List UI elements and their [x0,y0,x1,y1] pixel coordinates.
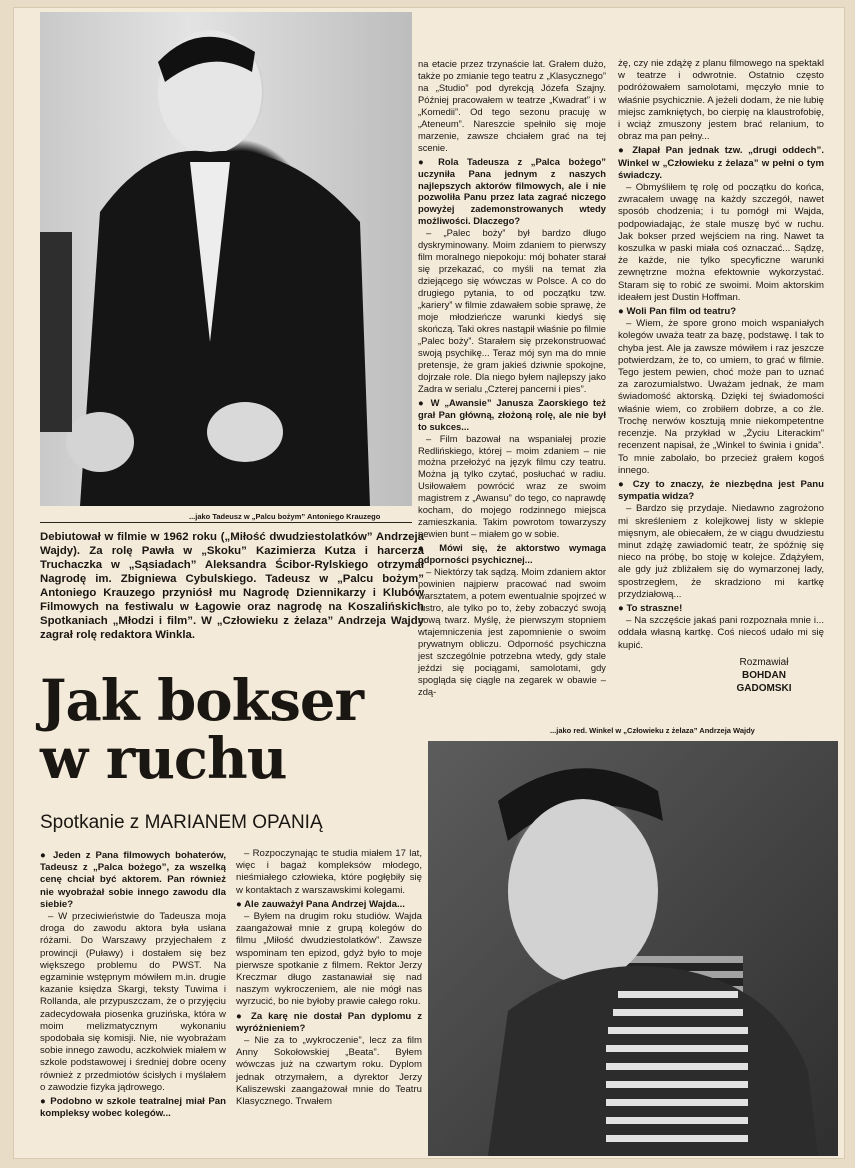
question: ● Złapał Pan jednak tzw. „drugi oddech”. Winkel w „Człowieku z żelaza” w pełni o tym świadczy. [618,145,824,182]
answer: – Nie za to „wykroczenie”, lecz za film Anny Sokołowskiej „Beata”. Byłem wówczas już na czwartym roku. Dyplom jednak otrzymałem, a dyrektor Jerzy Kaliszewski zaangażował mnie do Teatru Klasycznego. Trwałem [236,1035,422,1108]
text-column-c [418,58,606,698]
answer: – Wiem, że spore grono moich wspaniałych kolegów uważa teatr za bazę, podstawę. I tak to chyba jest. Ale ja zawsze mówiłem i raz jeszcze potwierdzam, że to, co umiem, to grać w filmie. Tego jestem pewien, choć może pan to uznać za zarozumialstwo. Uważam jednak, że mam świadomość aktorską. Dzięki tej świadomości właśnie wiem, co zrobiłem dobrze, a co źle. Trochę nerwów kosztują mnie niekompetentne recenzje. Na przykład w „Życiu Literackim” recenzent napisał, że „Winkel to świnia i gnida”. To mnie zabolało, bo przecież grałem kogoś innego. [618,318,824,476]
question: ● W „Awansie” Janusza Zaorskiego też grał Pan główną, złożoną rolę, ale nie był to sukces... [418,397,606,433]
text-column-d [618,58,824,652]
headline-line-1: Jak bokser [40,668,364,734]
question: ● To straszne! [618,603,824,615]
question: ● Jeden z Pana filmowych bohaterów, Tadeusz z „Palca bożego”, za wszelką cenę chciał być aktorem. Pan również nie wyobrażał sobie innego zawodu dla siebie? [40,850,226,911]
photo-opania-czlowiek-z-zelaza [428,741,838,1156]
question: ● Woli Pan film od teatru? [618,306,824,318]
article-headline [40,668,420,792]
question: ● Czy to znaczy, że niezbędna jest Panu sympatia widza? [618,479,824,503]
signature-line-1: Rozmawiał [739,657,789,668]
answer: – Film bazował na wspaniałej prozie Redlińskiego, której – moim zdaniem – nie można przełożyć na język filmu czy teatru. Można ją tylko czytać, posłuchać w radiu. Usiłowałem powrócić wraz ze swoim magistrem z „Awansu” do tego, co naprawdę kocham, do mojego rodzinnego miejsca zamieszkania. Takim powrotom towarzyszy pewien bunt – miałem go w sobie. [418,432,606,540]
answer-continued: żę, czy nie zdążę z planu filmowego na spektakl w teatrze i odwrotnie. Ostatnio często podróżowałem samolotami, męczyło mnie to właśnie psychicznie. A jeżeli dodam, że nie lubię miejsc zamkniętych, bo cierpię na klaustrofobię, i wciąż zmuszony jestem brać relanium, to obraz ma pan pełny... [618,58,824,143]
answer: – W przeciwieństwie do Tadeusza moja droga do zawodu aktora była usłana różami. Do Warszawy przyjechałem z prowincji (Puławy) i dostałem się bez większego problemu do PWST. Na egzaminie wstępnym mówiłem m.in. drugie kazanie księdza Skargi, teksty Tuwima i Rollanda, ale przypuszczam, że o przyjęciu zadecydowała piosenka gruzińska, która w moim melizmatycznym wykonaniu spodobała się komisji. Nie, nie wyobrażam sobie innego zawodu, aczkolwiek miałem w szkole podstawowej i średniej dobre oceny również z przedmiotów ścisłych i myślałem o zawodzie fizyka jądrowego. [40,911,226,1093]
signature-line-3: GADOMSKI [736,683,792,694]
question: ● Rola Tadeusza z „Palca bożego” uczyniła Pana jednym z naszych najlepszych aktorów filmowych, ale i nie pozwoliła Panu przez lata zagrać niczego powyżej zademonstrowanych wtedy możliwości. Dlaczego? [418,156,606,228]
photo1-caption: ...jako Tadeusz w „Palcu bożym” Antoniego Krauzego [189,512,381,521]
question: ● Mówi się, że aktorstwo wymaga odporności psychicznej... [418,542,606,566]
headline-line-2: w ruchu [40,726,287,792]
signature-line-2: BOHDAN [742,670,786,681]
question: ● Podobno w szkole teatralnej miał Pan kompleksy wobec kolegów... [40,1096,226,1120]
answer: – Bardzo się przydaje. Niedawno zagrożono mi skreśleniem z kolejkowej listy w sklepie mięsnym, ale obiecałem, że w ciągu dwudziestu minut zdążę zawiadomić teatr, że spóźnię się nieco na próbę, bo stoję w kolejce. Zdążyłem, ale gdy już zbliżałem się do wymarzonej lady, spostrzegłem, że skradziono mi kartkę przydziałową... [618,503,824,600]
article-lead: Debiutował w filmie w 1962 roku („Miłość dwudziestolatków” Andrzeja Wajdy). Za rolę Pawła w „Skoku” Kazimierza Kutza i harcerza Truchaczka w „Sąsiadach” Aleksandra Ścibor-Rylskiego otrzymał Nagrodę im. Zbigniewa Cybulskiego. Tadeusz w „Palcu bożym” Antoniego Krauzego przyniósł mu Nagrodę Dziennikarzy i Klubów Filmowych na festiwalu w Łagowie oraz nagrodę na Koszalińskich Spotkaniach „Młodzi i film”. W „Człowieku z żelaza” Andrzeja Wajdy zagrał rolę redaktora Winkla. [40,531,424,641]
answer: – Na szczęście jakaś pani rozpoznała mnie i... oddała własną kartkę. Coś niecoś udało mi się kupić. [618,615,824,651]
answer: – „Palec boży” był bardzo długo dyskryminowany. Moim zdaniem to pierwszy film moralnego niepokoju: mój bohater starał się przekazać, co myśli na temat zła dziejącego się wówczas w Polsce. A co do drugiego pytania, to od początku tzw. „kariery” w filmie zdawałem sobie sprawę, że moje młodzieńcze warunki kiedyś się skończą. Taki okres nastąpił właśnie po filmie „Palec boży”. Starałem się przekonstruować swoją psychikę... Teraz mój syn ma do mnie pretensje, że gram jakieś dziwnie spokojne, dojrzałe role. Dla niego byłem najlepszy jako Zadra w serialu „Czterej pancerni i pies”. [418,227,606,394]
text-column-b [236,848,422,1108]
answer: – Byłem na drugim roku studiów. Wajda zaangażował mnie z grupą kolegów do filmu „Miłość dwudziestolatków”. Zawsze wspominam ten epizod, gdyż było to moje pierwsze spotkanie z filmem. Rektor Jerzy Kreczmar długo zastanawiał się nad naszym wykroczeniem, ale nie mógł nas wyrzucić, bo nie byłoby prawie całego roku. [236,911,422,1008]
photo2-figure [428,741,838,1156]
answer: – Obmyśliłem tę rolę od początku do końca, zwracałem uwagę na każdy szczegół, nawet sposób chodzenia; i tu pomógł mi Wajda, podpowiadając, że stale muszę być w ruchu. Jak bokser przed wejściem na ring. Nawet ta koszulka w paski miała coś oznaczać... Sądzę, że każde, nie tylko specyficzne warunki zewnętrzne można efektownie wykorzystać. Staram się to robić ze swoimi. Moim aktorskim ideałem jest Dustin Hoffman. [618,182,824,303]
answer-continued: na etacie przez trzynaście lat. Grałem dużo, także po zmianie tego teatru z „Klasycznego” na „Studio” pod dyrekcją Józefa Szajny. Później pracowałem w teatrze „Kwadrat” i w „Komedii”. Od tego sezonu pracuję w „Ateneum”. Nareszcie spełniło się moje marzenie, zawsze chciałem grać na tej scenie. [418,58,606,153]
photo2-caption: ...jako red. Winkel w „Człowieku z żelaza” Andrzeja Wajdy [550,726,755,735]
question: ● Za karę nie dostał Pan dyplomu z wyróżnieniem? [236,1011,422,1035]
question: ● Ale zauważył Pana Andrzej Wajda... [236,899,422,911]
divider [40,522,412,523]
interviewer-signature [704,656,824,695]
magazine-page [14,8,844,1158]
answer: – Niektórzy tak sądzą. Moim zdaniem aktor powinien najpierw pracować nad swoim warsztatem, a potem ewentualnie spojrzeć w lustro, ale tylko po to, żeby zobaczyć swoją nową twarz. Myślę, że pierwszym stopniem wtajemniczenia jest zapomnienie o swoim prywatnym obliczu. Odporność psychiczna jest szczególnie potrzebna wtedy, gdy stale jeździ się pociągami, samolotami, gdy spogląda się ciągle na zegarek w obawie – zdą- [418,566,606,697]
answer: – Rozpoczynając te studia miałem 17 lat, więc i bagaż kompleksów młodego, nieśmiałego człowieka, które pogłębiły się w kontaktach z warszawskimi kolegami. [236,848,422,896]
photo1-figure [40,12,412,506]
article-subhead: Spotkanie z MARIANEM OPANIĄ [40,812,323,833]
photo-opania-palec-bozy [40,12,412,506]
text-column-a [40,848,226,1120]
